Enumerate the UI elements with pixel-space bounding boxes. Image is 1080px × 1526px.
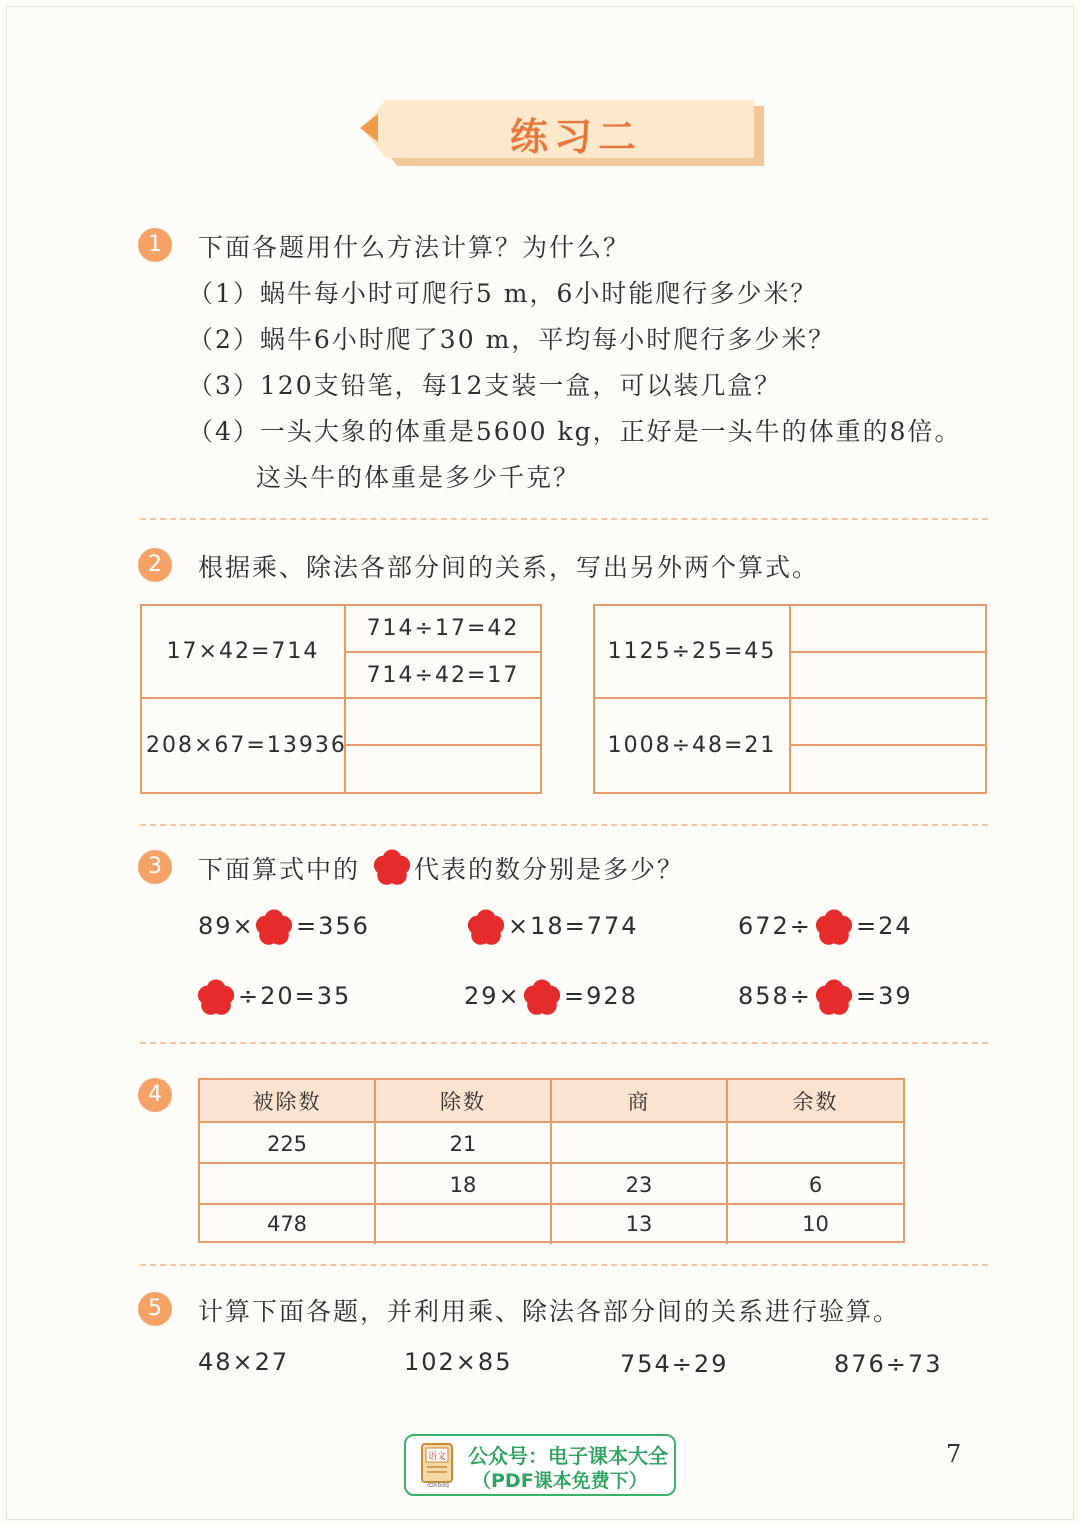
flower-icon	[814, 908, 854, 948]
q3-expr-6-right: =39	[856, 982, 913, 1010]
q3-expr-4-right: ÷20=35	[238, 982, 352, 1010]
q2-right-r1-blank-b[interactable]	[791, 653, 985, 699]
q4-table	[198, 1078, 905, 1243]
q3-expr-2-right: ×18=774	[508, 912, 639, 940]
q5-expr-1: 48×27	[198, 1348, 290, 1376]
table-row	[200, 1203, 903, 1244]
q3-expr-5-right: =928	[564, 982, 638, 1010]
title-banner	[360, 98, 764, 166]
q3-expr-6-left: 858÷	[738, 982, 812, 1010]
q1-item-1: （1）蜗牛每小时可爬行5 m，6小时能爬行多少米？	[188, 279, 818, 308]
flower-icon	[814, 978, 854, 1018]
q4-cell: 13	[552, 1203, 728, 1244]
flower-icon	[372, 848, 412, 888]
q2-right-r2-blank-a[interactable]	[791, 699, 985, 746]
q4-cell-blank[interactable]	[728, 1123, 903, 1164]
divider	[140, 824, 988, 826]
question-number-4: 4	[138, 1078, 172, 1112]
q4-cell-blank[interactable]	[552, 1123, 728, 1164]
q3-prompt-a: 下面算式中的	[198, 855, 361, 884]
banner-arrow-icon	[360, 114, 378, 142]
q4-header-row	[200, 1080, 903, 1121]
book-icon	[418, 1442, 458, 1488]
q1-prompt: 下面各题用什么方法计算？为什么？	[198, 233, 631, 262]
question-number-5: 5	[138, 1292, 172, 1326]
q2-left-r1-main: 17×42=714	[142, 606, 346, 699]
q3-expr-1-right: =356	[296, 912, 370, 940]
q5-expr-2: 102×85	[404, 1348, 513, 1376]
q4-cell-blank[interactable]	[200, 1164, 376, 1205]
q3-prompt-b: 代表的数分别是多少？	[414, 855, 685, 884]
flower-icon	[196, 978, 236, 1018]
q4-cell-blank[interactable]	[376, 1203, 552, 1244]
q4-cell: 21	[376, 1123, 552, 1164]
q5-expr-4: 876÷73	[834, 1350, 943, 1378]
q1-item-3: （3）120支铅笔，每12支装一盒，可以装几盒？	[188, 371, 782, 400]
question-number-2: 2	[138, 548, 172, 582]
q1-item-4: （4）一头大象的体重是5600 kg，正好是一头牛的体重的8倍。	[188, 417, 962, 446]
divider	[140, 518, 988, 520]
q5-prompt: 计算下面各题，并利用乘、除法各部分间的关系进行验算。	[198, 1297, 901, 1326]
q2-left-r2-blank-a[interactable]	[346, 699, 540, 746]
q4-header-remainder: 余数	[792, 1089, 839, 1114]
q2-prompt: 根据乘、除法各部分间的关系，写出另外两个算式。	[198, 553, 820, 582]
q2-right-r1-blank-a[interactable]	[791, 606, 985, 653]
flower-icon	[254, 908, 294, 948]
table-row	[200, 1123, 903, 1164]
divider	[140, 1042, 988, 1044]
q4-cell: 18	[376, 1164, 552, 1205]
question-number-3: 3	[138, 850, 172, 884]
q2-left-r2-main: 208×67=13936	[142, 699, 346, 792]
q4-header-dividend: 被除数	[200, 1080, 376, 1121]
q5-expr-3: 754÷29	[620, 1350, 729, 1378]
q3-expr-3-left: 672÷	[738, 912, 812, 940]
q3-expr-3-right: =24	[856, 912, 913, 940]
q4-cell: 225	[200, 1123, 376, 1164]
q3-expr-5-left: 29×	[464, 982, 521, 1010]
q2-left-r1-answer-a: 714÷17=42	[346, 606, 540, 653]
watermark-line-1: 公众号：电子课本大全	[468, 1444, 668, 1468]
svg-text:语文: 语文	[427, 1452, 447, 1462]
q2-right-r2-blank-b[interactable]	[791, 746, 985, 792]
flower-icon	[522, 978, 562, 1018]
watermark-badge	[404, 1434, 676, 1496]
watermark-line-2: （PDF课本免费下）	[472, 1470, 648, 1492]
q2-right-r2-main: 1008÷48=21	[595, 699, 791, 792]
q4-cell: 23	[552, 1164, 728, 1205]
svg-text:dzkbdq: dzkbdq	[427, 1482, 449, 1488]
q4-cell: 6	[808, 1172, 823, 1197]
page-title: 练习二	[510, 114, 643, 159]
page-number: 7	[946, 1440, 962, 1468]
q4-header-divisor: 除数	[376, 1080, 552, 1121]
q2-right-r1-main: 1125÷25=45	[595, 606, 791, 699]
q2-left-r2-blank-b[interactable]	[346, 746, 540, 792]
q1-item-4-continued: 这头牛的体重是多少千克？	[256, 463, 581, 492]
q1-item-2: （2）蜗牛6小时爬了30 m，平均每小时爬行多少米？	[188, 325, 836, 354]
q4-cell: 10	[802, 1211, 829, 1236]
q4-header-quotient: 商	[552, 1080, 728, 1121]
q3-expr-1-left: 89×	[198, 912, 255, 940]
q2-right-table	[593, 604, 987, 794]
q4-cell: 478	[200, 1203, 376, 1244]
q2-left-table	[140, 604, 542, 794]
q2-left-r1-answer-b: 714÷42=17	[346, 653, 540, 699]
table-row	[200, 1164, 903, 1205]
flower-icon	[466, 908, 506, 948]
question-number-1: 1	[138, 228, 172, 262]
divider	[140, 1264, 988, 1266]
